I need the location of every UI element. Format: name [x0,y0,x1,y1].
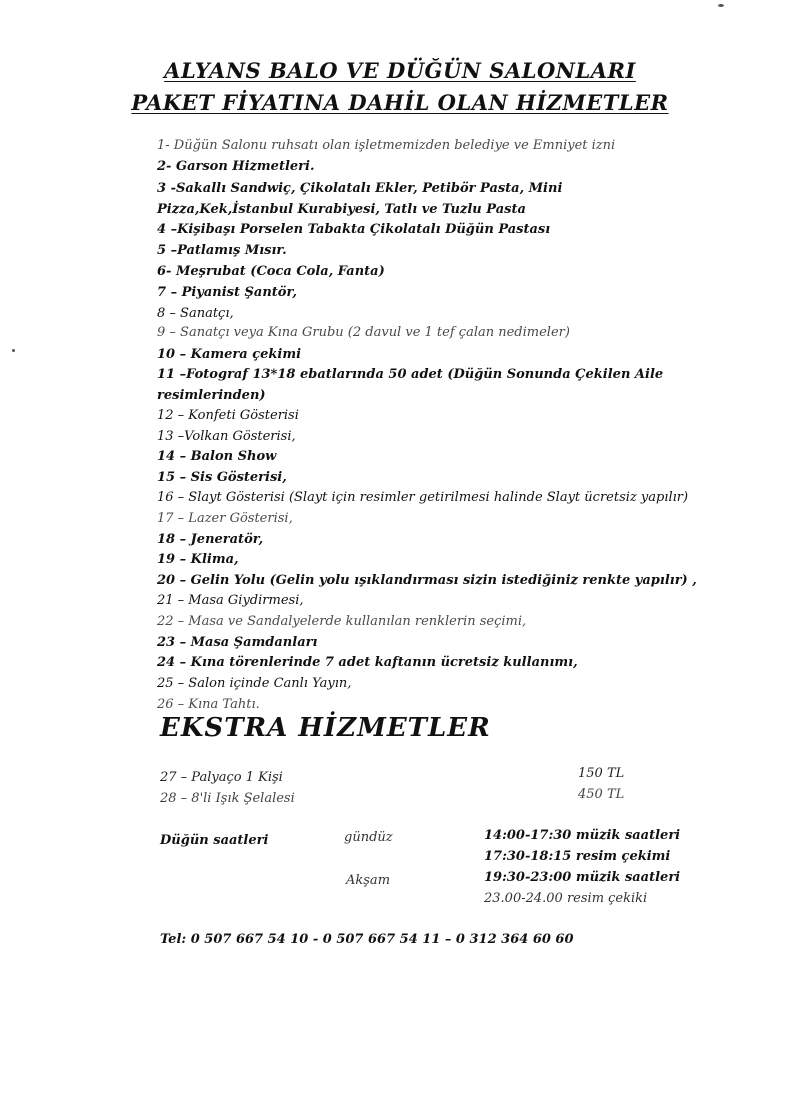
hours-day-label: gündüz [344,830,393,845]
list-item: 22 – Masa ve Sandalyelerde kullanılan renklerin seçimi, [157,614,527,629]
list-item: 19 – Klima, [157,552,239,567]
list-item: 13 –Volkan Gösterisi, [157,429,296,444]
list-item: 21 – Masa Giydirmesi, [157,593,304,608]
list-item: 23 – Masa Şamdanları [157,635,318,650]
list-item: 24 – Kına törenlerinde 7 adet kaftanın ücretsiz kullanımı, [157,655,578,670]
list-item: 14 – Balon Show [157,449,277,464]
list-item: 1- Düğün Salonu ruhsatı olan işletmemizden belediye ve Emniyet izni [157,138,616,153]
list-item: 10 – Kamera çekimi [157,347,302,362]
list-item: 11 –Fotograf 13*18 ebatlarında 50 adet (Düğün Sonunda Çekilen Aile resimlerinden) [157,367,664,403]
list-item: 5 –Patlamış Mısır. [157,243,287,258]
hours-label: Düğün saatleri [160,833,269,848]
list-item: 25 – Salon içinde Canlı Yayın, [157,676,352,691]
list-item: 7 – Piyanist Şantör, [157,285,297,300]
extras-title: EKSTRA HİZMETLER [160,713,491,743]
list-item: 12 – Konfeti Gösterisi [157,408,299,423]
list-item: 20 – Gelin Yolu (Gelin yolu ışıklandırması sizin istediğiniz renkte yapılır) , [157,573,697,588]
extra-item-name: 27 – Palyaço 1 Kişi [160,770,283,785]
scan-speck [718,4,724,7]
document-title: ALYANS BALO VE DÜĞÜN SALONLARI [164,58,636,83]
list-item: 6- Meşrubat (Coca Cola, Fanta) [157,264,385,279]
contact-phone: Tel: 0 507 667 54 10 - 0 507 667 54 11 – 0 312 364 60 60 [160,932,574,947]
hours-day-photo: 17:30-18:15 resim çekimi [484,849,671,864]
extra-item-price: 450 TL [578,787,625,802]
hours-evening-music: 19:30-23:00 müzik saatleri [484,870,681,885]
hours-day-music: 14:00-17:30 müzik saatleri [484,828,681,843]
list-item: 4 –Kişibaşı Porselen Tabakta Çikolatalı Düğün Pastası [157,222,551,237]
scan-speck [12,349,15,352]
list-item: 15 – Sis Gösterisi, [157,470,287,485]
list-item: 9 – Sanatçı veya Kına Grubu (2 davul ve 1 tef çalan nedimeler) [157,325,570,340]
hours-evening-photo: 23.00-24.00 resim çekiki [484,891,648,906]
list-item: 18 – Jeneratör, [157,532,264,547]
extra-item-name: 28 – 8'li Işık Şelalesi [160,791,295,806]
list-item: 3 -Sakallı Sandwiç, Çikolatalı Ekler, Petibör Pasta, Mini Pizza,Kek,İstanbul Kurabiyesi, Tatlı ve Tuzlu Pasta [157,181,563,217]
document-subtitle: PAKET FİYATINA DAHİL OLAN HİZMETLER [131,90,669,115]
list-item: 17 – Lazer Gösterisi, [157,511,293,526]
list-item: 8 – Sanatçı, [157,306,234,321]
list-item: 16 – Slayt Gösterisi (Slayt için resimler getirilmesi halinde Slayt ücretsiz yapılır) [157,490,689,505]
list-item: 26 – Kına Tahtı. [157,697,260,712]
list-item: 2- Garson Hizmetleri. [157,159,315,174]
hours-evening-label: Akşam [346,873,391,888]
extra-item-price: 150 TL [578,766,625,781]
